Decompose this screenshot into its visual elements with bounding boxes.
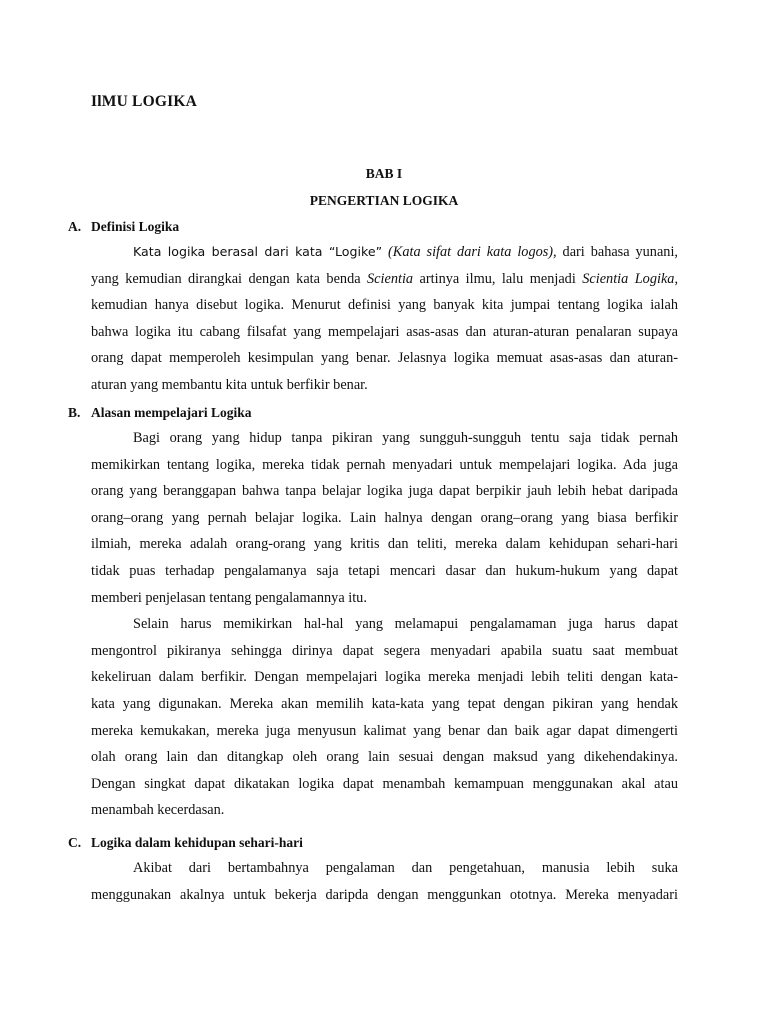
section-b-body xyxy=(91,425,678,824)
paragraph-line: menggunakan akalnya untuk bekerja daripda dengan menggunkan ototnya. Mereka menyadari xyxy=(91,886,678,903)
section-a-letter: A. xyxy=(68,219,82,234)
paragraph-line: bahwa logika itu cabang filsafat yang mempelajari asas-asas dan aturan-aturan penalaran supaya xyxy=(91,323,678,340)
paragraph-line: ilmiah, mereka adalah orang-orang yang kritis dan teliti, mereka dalam kehidupan sehari-hari xyxy=(91,536,678,553)
section-b-heading xyxy=(68,405,252,421)
section-c-title: Logika dalam kehidupan sehari-hari xyxy=(91,835,303,850)
section-b-letter: B. xyxy=(68,405,81,420)
section-a-title: Definisi Logika xyxy=(91,219,180,234)
paragraph-line: Dengan singkat dapat dikatakan logika dapat menambah kemampuan menggunakan akal atau xyxy=(91,775,678,792)
paragraph-line: orang–orang yang pernah belajar logika. Lain halnya dengan orang–orang yang biasa berfikir xyxy=(91,509,678,526)
paragraph-line: Kata logika berasal dari kata “Logike” (Kata sifat dari kata logos), dari bahasa yunani, xyxy=(133,244,678,260)
paragraph-line: Akibat dari bertambahnya pengalaman dan pengetahuan, manusia lebih suka xyxy=(133,860,678,876)
paragraph-line: Selain harus memikirkan hal-hal yang melamapui pengalamaman juga harus dapat xyxy=(133,616,678,633)
section-c-body xyxy=(91,855,678,908)
paragraph-line: kekeliruan dalam berfikir. Dengan mempelajari logika mereka menjadi lebih teliti dengan kata- xyxy=(91,669,678,686)
section-a-heading xyxy=(68,219,179,235)
chapter-number: BAB I xyxy=(365,166,403,181)
document-title: IlMU LOGIKA xyxy=(91,93,197,110)
paragraph-line: orang yang beranggapan bahwa tanpa belajar logika juga dapat berpikir jauh lebih hebat daripada xyxy=(91,483,678,500)
paragraph-line: mereka kemukakan, mereka juga menyusun kalimat yang benar dan baik agar dapat dimengerti xyxy=(91,722,678,739)
paragraph-line: yang kemudian dirangkai dengan kata benda Scientia artinya ilmu, lalu menjadi Scientia Logika, xyxy=(91,270,679,287)
paragraph-line: tidak puas terhadap pengalamanya saja tetapi mencari dasar dan hukum-hukum yang dapat xyxy=(91,562,678,579)
paragraph-line: kemudian hanya disebut logika. Menurut definisi yang banyak kita jumpai tentang logika ialah xyxy=(91,297,678,314)
paragraph-line: memberi penjelasan tentang pengalamannya itu. xyxy=(91,589,367,606)
section-c-heading xyxy=(68,835,303,851)
paragraph-line: orang dapat memperoleh kesimpulan yang benar. Jelasnya logika memuat asas-asas dan aturan- xyxy=(91,350,678,367)
section-c-letter: C. xyxy=(68,835,82,850)
paragraph-line: aturan yang membantu kita untuk berfikir benar. xyxy=(91,376,368,393)
paragraph-line: olah orang lain dan ditangkap oleh orang lain sesuai dengan maksud yang dikehendakinya. xyxy=(91,749,678,766)
paragraph-line: kata yang digunakan. Mereka akan memilih kata-kata yang tepat dengan pikiran yang hendak xyxy=(91,695,678,712)
paragraph-line: mengontrol pikiranya sehingga dirinya dapat segera menyadari apabila suatu saat membuat xyxy=(91,642,678,659)
paragraph-line: Bagi orang yang hidup tanpa pikiran yang sungguh-sungguh tentu saja tidak pernah xyxy=(133,430,678,446)
section-b-title: Alasan mempelajari Logika xyxy=(91,405,252,420)
chapter-title: PENGERTIAN LOGIKA xyxy=(309,193,459,208)
paragraph-line: memikirkan tentang logika, mereka tidak pernah menyadari untuk mempelajari logika. Ada juga xyxy=(91,456,678,473)
section-a-body xyxy=(91,239,678,399)
paragraph-line: menambah kecerdasan. xyxy=(91,802,225,819)
